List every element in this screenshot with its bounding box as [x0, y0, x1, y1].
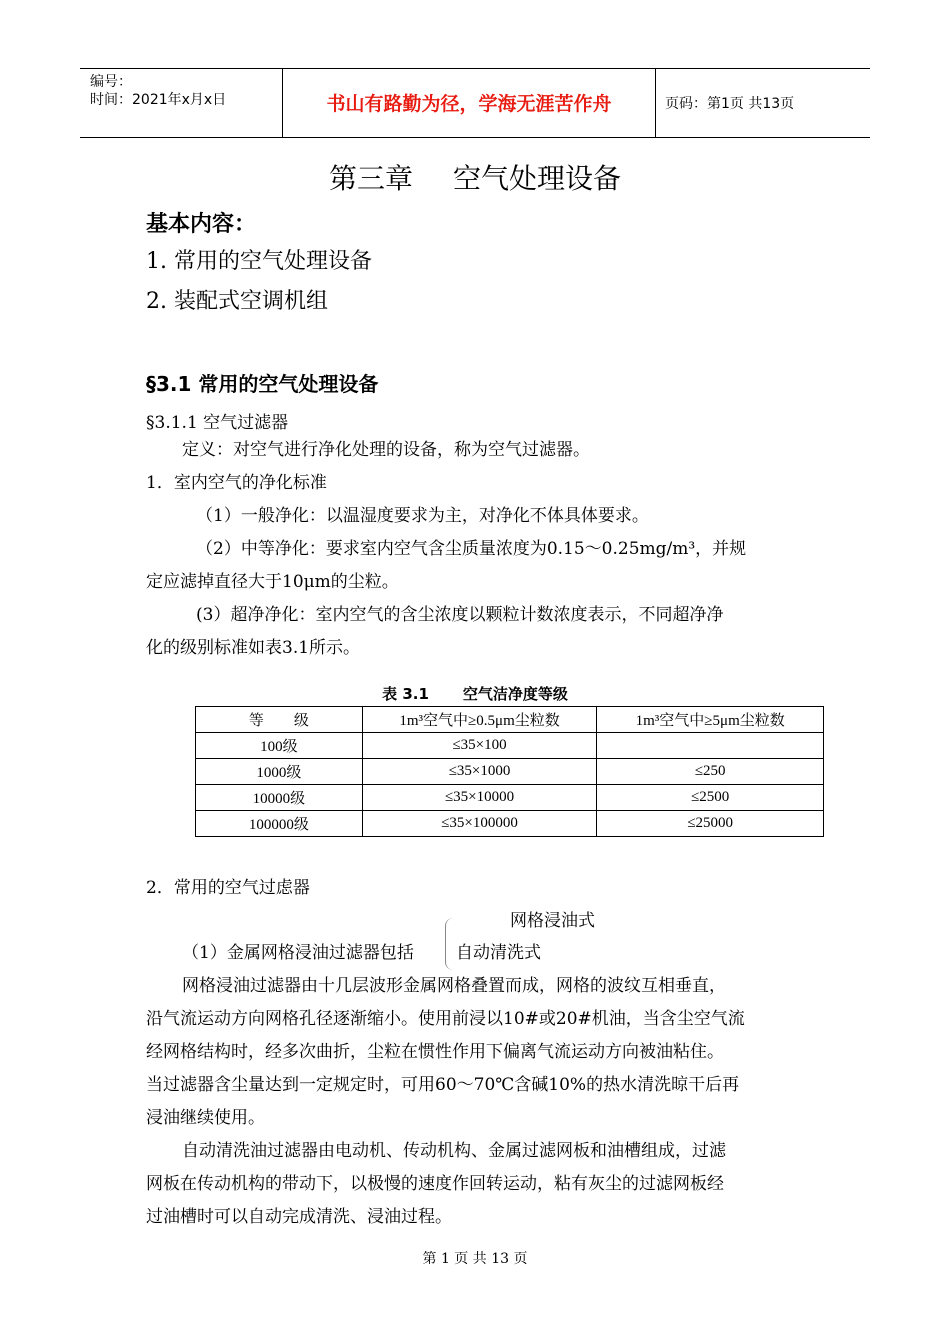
table-cell: ≤25000: [597, 811, 824, 837]
paragraph-line: 自动清洗油过滤器由电动机、传动机构、金属过滤网板和油槽组成，过滤: [182, 1141, 726, 1161]
filter-type-option: 自动清洗式: [456, 943, 541, 963]
table-cell: [597, 733, 824, 759]
page-footer: 第 1 页 共 13 页: [422, 1251, 528, 1267]
chapter-title: [0, 160, 950, 198]
motto: 书山有路勤为径，学海无涯苦作舟: [326, 93, 612, 115]
table-row: [196, 759, 824, 785]
table-cell: 1000级: [196, 759, 363, 785]
basic-content-heading: 基本内容：: [146, 212, 257, 237]
table-cell: ≤35×1000: [362, 759, 597, 785]
paragraph-line: 当过滤器含尘量达到一定规定时，可用60～70℃含碱10%的热水清洗晾干后再: [146, 1075, 740, 1095]
header-meta-cell: [80, 69, 282, 137]
table-cell: ≤250: [597, 759, 824, 785]
table-cell: ≤35×100: [362, 733, 597, 759]
paragraph-line: (3）超净净化：室内空气的含尘浓度以颗粒计数浓度表示，不同超净净: [196, 605, 724, 625]
table-row: [196, 811, 824, 837]
paragraph-line: 过油槽时可以自动完成清洗、浸油过程。: [146, 1207, 452, 1227]
chapter-number: 第三章: [328, 162, 413, 195]
filter-type-option: 网格浸油式: [510, 911, 595, 931]
doc-number-label: 编号：: [90, 74, 132, 90]
paragraph-line: 定应滤掉直径大于10μm的尘粒。: [146, 572, 399, 592]
table-header-cell: 等 级: [196, 707, 363, 733]
paragraph-line: 沿气流运动方向网格孔径逐渐缩小。使用前浸以10#或20#机油，当含尘空气流: [146, 1009, 745, 1029]
table-caption-title: 空气洁净度等级: [462, 685, 568, 703]
paragraph-line: （2）中等净化：要求室内空气含尘质量浓度为0.15～0.25mg/m³，并规: [196, 539, 747, 559]
list-item: 1．室内空气的净化标准: [146, 473, 327, 493]
table-header-row: [196, 707, 824, 733]
table-header-cell: 1m³空气中≥0.5μm尘粒数: [362, 707, 597, 733]
doc-date-label: 时间：2021年x月x日: [90, 92, 227, 108]
paragraph-line: 经网格结构时，经多次曲折，尘粒在惯性作用下偏离气流运动方向被油粘住。: [146, 1042, 724, 1062]
table-cell: ≤2500: [597, 785, 824, 811]
table-row: [196, 733, 824, 759]
filter-lead-text: （1）金属网格浸油过滤器包括: [182, 943, 414, 963]
definition-text: 定义：对空气进行净化处理的设备，称为空气过滤器。: [182, 440, 590, 460]
basic-item-2: 2. 装配式空调机组: [146, 289, 328, 314]
table-row: [196, 785, 824, 811]
paragraph-line: 网格浸油过滤器由十几层波形金属网格叠置而成，网格的波纹互相垂直，: [182, 976, 726, 996]
table-caption-number: 表 3.1: [382, 685, 429, 703]
table-cell: 100级: [196, 733, 363, 759]
paragraph-line: （1）一般净化：以温湿度要求为主，对净化不体具体要求。: [196, 506, 649, 526]
cleanliness-grade-table: [195, 706, 824, 837]
basic-item-1: 1. 常用的空气处理设备: [146, 249, 372, 274]
table-cell: ≤35×10000: [362, 785, 597, 811]
brace-bracket: [445, 918, 456, 970]
header-box: [80, 68, 870, 138]
chapter-name: 空气处理设备: [453, 162, 622, 195]
table-cell: 100000级: [196, 811, 363, 837]
paragraph-line: 浸油继续使用。: [146, 1108, 265, 1128]
header-motto-cell: [282, 69, 656, 137]
section-heading: §3.1 常用的空气处理设备: [146, 372, 379, 396]
page-info: 页码：第1页 共13页: [665, 96, 795, 112]
paragraph-line: 网板在传动机构的带动下，以极慢的速度作回转运动，粘有灰尘的过滤网板经: [146, 1174, 724, 1194]
table-cell: 10000级: [196, 785, 363, 811]
header-page-cell: [655, 69, 870, 137]
table-caption: [0, 683, 950, 704]
table-header-cell: 1m³空气中≥5μm尘粒数: [597, 707, 824, 733]
table-cell: ≤35×100000: [362, 811, 597, 837]
paragraph-line: 化的级别标准如表3.1所示。: [146, 638, 361, 658]
subsection-heading: §3.1.1 空气过滤器: [146, 413, 289, 433]
list-item: 2．常用的空气过虑器: [146, 878, 310, 898]
